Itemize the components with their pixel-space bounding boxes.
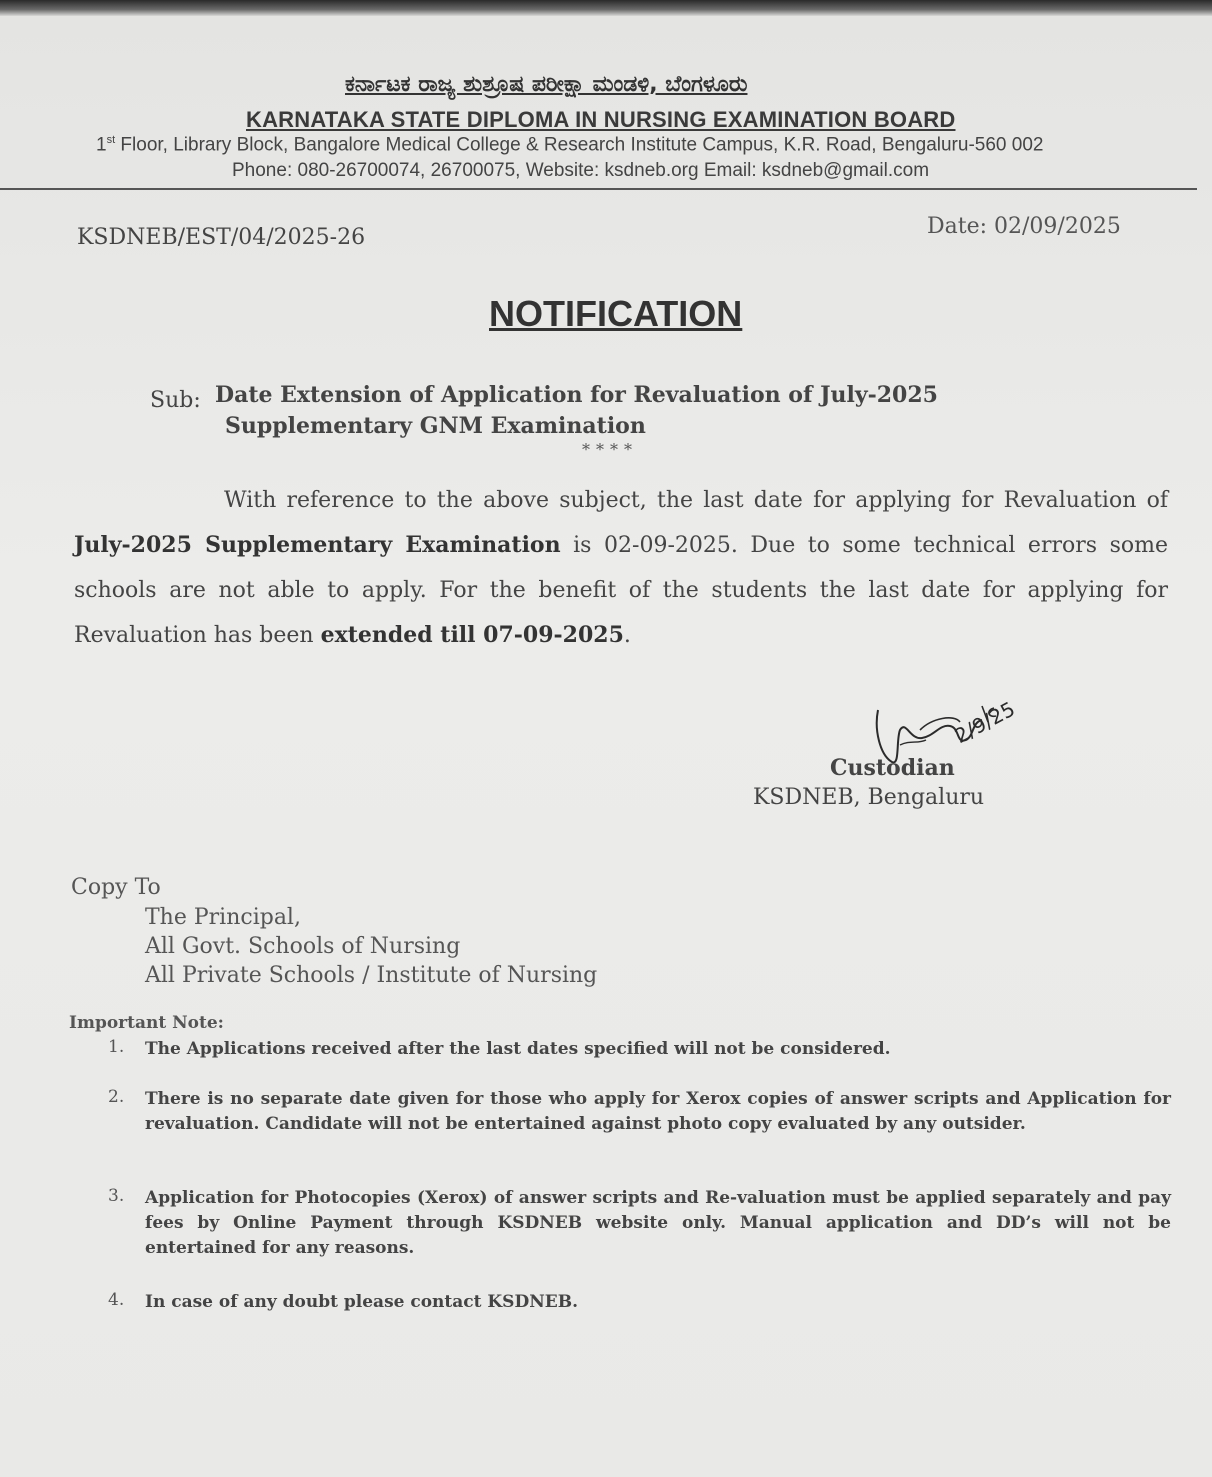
board-address xyxy=(96,134,1043,156)
copy-recipient: All Govt. Schools of Nursing xyxy=(145,934,461,959)
important-note-label: Important Note: xyxy=(69,1013,224,1033)
note-text: There is no separate date given for those who apply for Xerox copies of answer scripts and Application for revaluation. Candidate will not be entertained against photo copy evaluated by any outsider. xyxy=(145,1089,1171,1134)
issue-date: Date: 02/09/2025 xyxy=(927,214,1121,239)
note-text: Application for Photocopies (Xerox) of answer scripts and Re-valuation must be applied separately and pay fees by Online Payment through KSDNEB website only. Manual application and DD’s will not be entertained for any reasons. xyxy=(145,1188,1171,1258)
handwritten-date: 2/9/25 xyxy=(950,696,1019,748)
copy-recipient: All Private Schools / Institute of Nursing xyxy=(145,963,598,988)
body-paragraph xyxy=(74,478,1168,658)
copy-recipient: The Principal, xyxy=(145,905,301,930)
subject-label: Sub: xyxy=(150,388,201,413)
subject-line-1: Date Extension of Application for Revaluation of July-2025 xyxy=(215,382,938,408)
note-number: 3. xyxy=(108,1186,125,1206)
note-text: In case of any doubt please contact KSDNEB. xyxy=(145,1292,578,1312)
reference-number: KSDNEB/EST/04/2025-26 xyxy=(77,225,366,250)
address-text: Floor, Library Block, Bangalore Medical College & Research Institute Campus, K.R. Road, Bengaluru-560 002 xyxy=(115,134,1044,156)
subject-line-2: Supplementary GNM Examination xyxy=(225,413,646,439)
board-name-kannada: ಕರ್ನಾಟಕ ರಾಜ್ಯ ಶುಶ್ರೂಷ ಪರೀಕ್ಷಾ ಮಂಡಳಿ, ಬೆಂಗಳೂರು xyxy=(345,72,748,97)
body-text-2: is 02-09-2025. Due to some technical errors some schools are not able to apply. For the benefit of the students the last date for applying for Revaluation has been xyxy=(74,533,1168,648)
page-title: NOTIFICATION xyxy=(489,293,743,334)
copy-to-label: Copy To xyxy=(71,875,161,900)
address-floor-number: 1 xyxy=(96,134,107,156)
note-text: The Applications received after the last dates specified will not be considered. xyxy=(145,1039,891,1059)
board-name: KARNATAKA STATE DIPLOMA IN NURSING EXAMINATION BOARD xyxy=(246,107,956,132)
subject-separator: **** xyxy=(582,440,638,459)
body-bold-exam: July-2025 Supplementary Examination xyxy=(74,532,561,558)
header-divider xyxy=(0,188,1197,190)
signatory-designation: Custodian xyxy=(830,755,955,781)
signatory-office: KSDNEB, Bengaluru xyxy=(753,785,985,810)
note-number: 4. xyxy=(108,1290,125,1310)
body-bold-extension: extended till 07-09-2025 xyxy=(320,622,624,648)
body-text-3: . xyxy=(623,623,631,648)
body-text-1: With reference to the above subject, the last date for applying for Revaluation of xyxy=(224,488,1168,513)
board-contact: Phone: 080-26700074, 26700075, Website: ksdneb.org Email: ksdneb@gmail.com xyxy=(232,160,930,181)
address-floor-suffix: st xyxy=(106,134,116,146)
note-number: 1. xyxy=(108,1037,125,1057)
note-number: 2. xyxy=(108,1087,125,1107)
